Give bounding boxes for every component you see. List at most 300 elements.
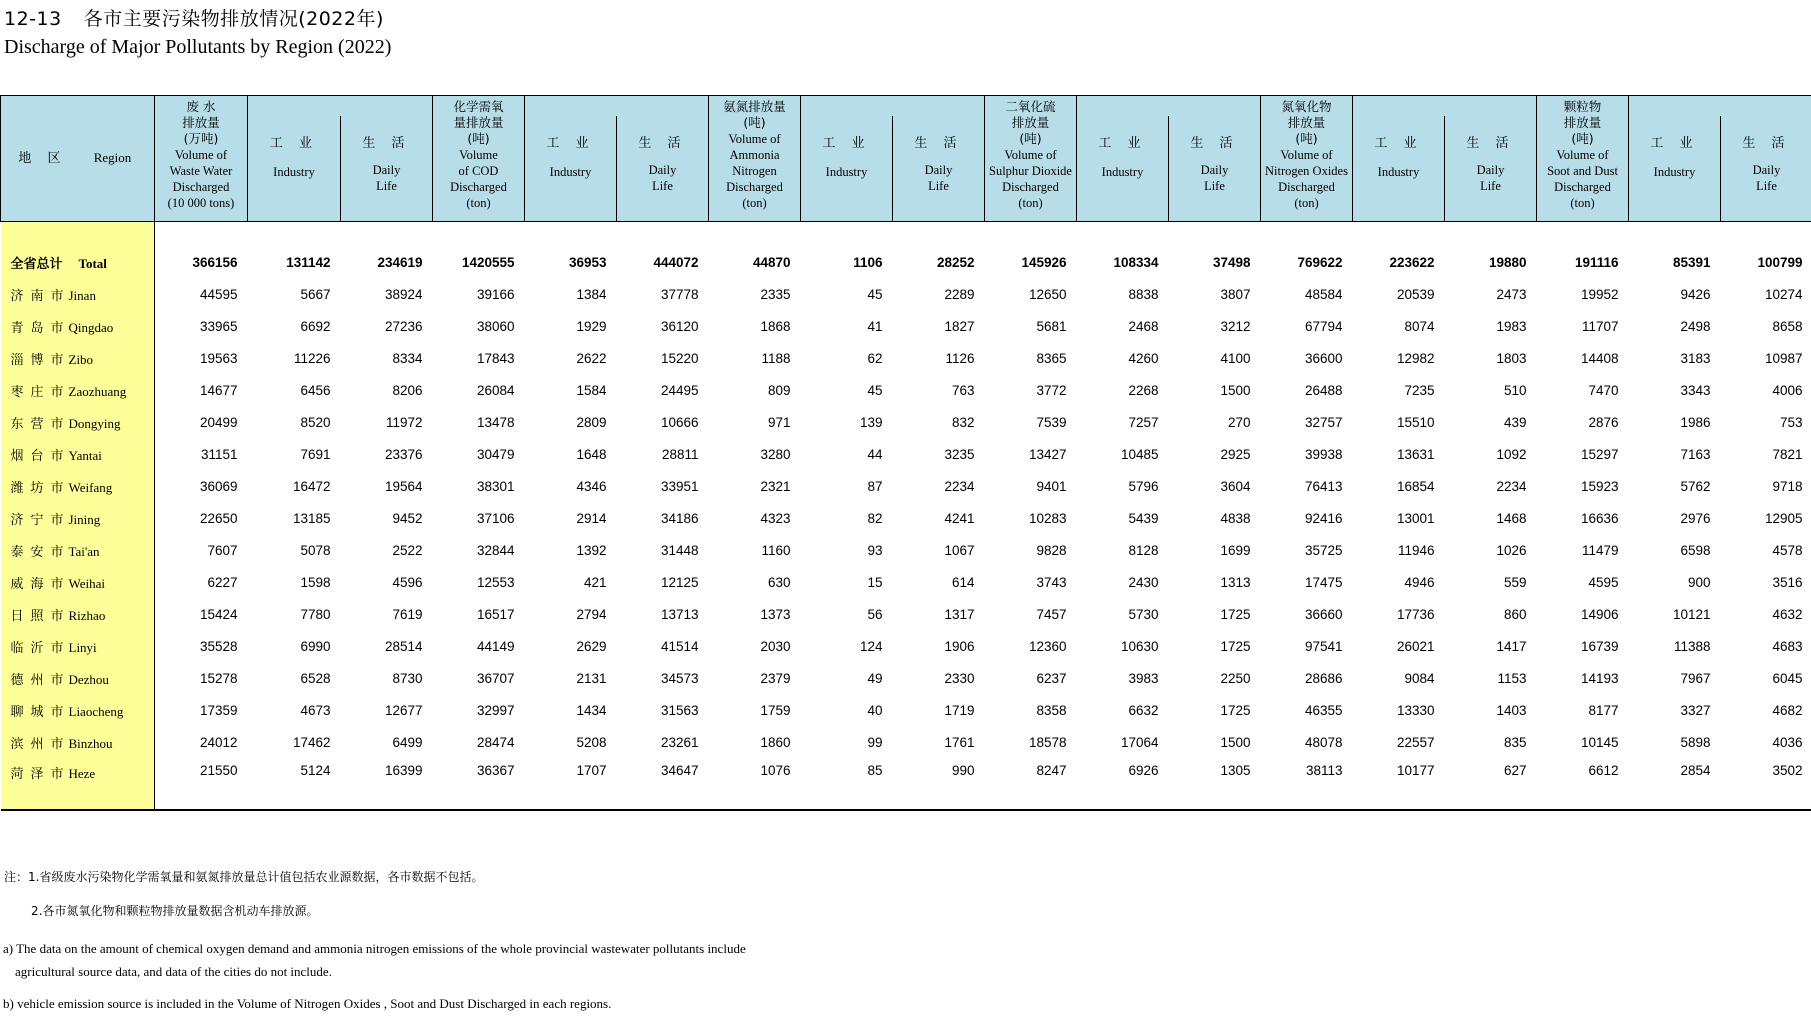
region-name-cn: 全省总计 xyxy=(10,256,63,272)
value-cell: 85391 xyxy=(1672,254,1711,270)
value-cell: 33951 xyxy=(660,478,699,494)
value-cell: 1384 xyxy=(576,286,607,302)
daily-life-header-en: Daily xyxy=(372,163,401,177)
group-header-line: Discharged xyxy=(1002,180,1059,194)
value-cell: 9828 xyxy=(1036,542,1067,558)
region-name-cn: 济宁市 xyxy=(10,512,71,528)
value-cell: 2030 xyxy=(760,638,791,654)
value-cell: 13330 xyxy=(1396,702,1435,718)
value-cell: 62 xyxy=(867,350,883,366)
industry-header-en: Industry xyxy=(1101,165,1144,179)
value-cell: 15220 xyxy=(660,350,699,366)
value-cell: 38113 xyxy=(1305,763,1343,778)
value-cell: 124 xyxy=(859,638,883,654)
value-cell: 4595 xyxy=(1588,574,1619,590)
value-cell: 763 xyxy=(951,382,975,398)
wastewater-group-top xyxy=(248,96,433,117)
region-name-en: Dongying xyxy=(68,415,121,431)
value-cell: 13001 xyxy=(1396,510,1435,526)
daily-life-header-en: Life xyxy=(928,179,949,193)
value-cell: 31448 xyxy=(660,542,699,558)
industry-header-cn: 工 业 xyxy=(546,136,595,151)
value-cell: 17843 xyxy=(476,350,515,366)
value-cell: 49 xyxy=(867,670,883,686)
group-header-cn: 氨氮排放量 xyxy=(723,99,786,114)
value-cell: 93 xyxy=(867,542,883,558)
group-header-cn: 二氧化硫 xyxy=(1005,99,1056,114)
value-cell: 5208 xyxy=(576,734,607,750)
region-cell xyxy=(1,222,155,247)
value-cell: 2914 xyxy=(576,510,607,526)
value-cell: 9084 xyxy=(1404,670,1435,686)
value-cell: 2268 xyxy=(1128,382,1159,398)
value-cell: 5796 xyxy=(1128,478,1159,494)
value-cell: 8074 xyxy=(1404,318,1435,334)
value-cell: 17359 xyxy=(199,702,238,718)
group-header-cn: 化学需氧 xyxy=(453,99,504,114)
value-cell: 38301 xyxy=(476,478,515,494)
daily-life-header-en: Daily xyxy=(1200,163,1229,177)
region-cell xyxy=(1,470,155,502)
table-row xyxy=(1,342,1811,374)
value-cell: 13427 xyxy=(1028,446,1067,462)
value-cell: 97541 xyxy=(1304,638,1343,654)
value-cell: 3743 xyxy=(1036,574,1067,590)
value-cell: 56 xyxy=(867,606,883,622)
value-cell: 131142 xyxy=(286,254,331,270)
table-number: 12-13 xyxy=(4,8,62,30)
value-cell: 15278 xyxy=(199,670,238,686)
value-cell: 10630 xyxy=(1120,638,1159,654)
value-cell: 17475 xyxy=(1304,574,1343,590)
region-name-en: Weifang xyxy=(68,479,113,495)
group-header-line: Discharged xyxy=(1278,180,1335,194)
region-name-cn: 威海市 xyxy=(10,576,71,592)
value-cell: 4946 xyxy=(1404,574,1435,590)
group-header-line: 排放量 xyxy=(1563,115,1602,130)
value-cell: 32844 xyxy=(476,542,515,558)
value-cell: 8658 xyxy=(1772,318,1803,334)
value-cell: 23376 xyxy=(384,446,423,462)
value-cell: 31563 xyxy=(660,702,699,718)
value-cell: 82 xyxy=(867,510,883,526)
region-cell xyxy=(1,374,155,406)
region-cell xyxy=(1,630,155,662)
value-cell: 860 xyxy=(1503,606,1527,622)
value-cell: 44595 xyxy=(199,286,238,302)
value-cell: 4632 xyxy=(1772,606,1803,622)
value-cell: 1392 xyxy=(576,542,607,558)
value-cell: 17064 xyxy=(1120,734,1159,750)
value-cell: 7457 xyxy=(1036,606,1067,622)
value-cell: 5124 xyxy=(300,763,331,778)
daily-life-header-en: Daily xyxy=(648,163,677,177)
industry-header-en: Industry xyxy=(825,165,868,179)
value-cell: 1707 xyxy=(576,763,607,778)
value-cell: 439 xyxy=(1503,414,1527,430)
value-cell: 4578 xyxy=(1772,542,1803,558)
region-name-en: Zibo xyxy=(68,351,94,367)
table-title-cn-text: 各市主要污染物排放情况(2022年) xyxy=(83,8,384,30)
value-cell: 28474 xyxy=(476,734,515,750)
value-cell: 2876 xyxy=(1588,414,1619,430)
value-cell: 7821 xyxy=(1772,446,1803,462)
group-header-line: Discharged xyxy=(726,180,783,194)
group-header-line: 排放量 xyxy=(1011,115,1050,130)
value-cell: 6632 xyxy=(1128,702,1159,718)
daily-life-column-header xyxy=(893,116,985,222)
value-cell: 23261 xyxy=(660,734,699,750)
value-cell: 19952 xyxy=(1580,286,1619,302)
spacer-cell xyxy=(1445,222,1537,247)
value-cell: 223622 xyxy=(1389,254,1435,270)
value-cell: 28811 xyxy=(661,446,699,462)
value-cell: 27236 xyxy=(384,318,423,334)
note-en-a-line1: a) The data on the amount of chemical oxygen demand and ammonia nitrogen emissions of the whole provincial wastewater pollutants include xyxy=(3,941,746,956)
spacer-cell xyxy=(1261,222,1353,247)
value-cell: 7780 xyxy=(300,606,331,622)
value-cell: 1648 xyxy=(576,446,607,462)
value-cell: 4241 xyxy=(944,510,975,526)
group-header-line: Volume of xyxy=(1004,148,1057,162)
value-cell: 36707 xyxy=(476,670,515,686)
value-cell: 92416 xyxy=(1304,510,1343,526)
value-cell: 421 xyxy=(583,574,607,590)
wastewater-total-header xyxy=(155,96,248,222)
region-name-cn: 青岛市 xyxy=(10,320,71,336)
value-cell: 614 xyxy=(951,574,975,590)
value-cell: 16739 xyxy=(1580,638,1619,654)
value-cell: 5439 xyxy=(1128,510,1159,526)
dust-total-header xyxy=(1537,96,1629,222)
value-cell: 21550 xyxy=(199,763,238,778)
value-cell: 15424 xyxy=(199,606,238,622)
value-cell: 22557 xyxy=(1396,734,1435,750)
value-cell: 2321 xyxy=(760,478,791,494)
value-cell: 366156 xyxy=(192,254,238,270)
value-cell: 9401 xyxy=(1036,478,1067,494)
group-header-line: of COD xyxy=(458,164,499,178)
value-cell: 35725 xyxy=(1304,542,1343,558)
value-cell: 4006 xyxy=(1772,382,1803,398)
group-header-line: 排放量 xyxy=(182,115,220,130)
value-cell: 1868 xyxy=(760,318,791,334)
daily-life-header-cn: 生 活 xyxy=(638,136,687,151)
value-cell: 3807 xyxy=(1220,286,1251,302)
region-cell xyxy=(1,246,155,278)
value-cell: 16399 xyxy=(384,763,423,778)
region-header-cn: 地 区 xyxy=(18,151,67,166)
value-cell: 16517 xyxy=(476,606,515,622)
spacer-cell xyxy=(155,222,248,247)
value-cell: 1725 xyxy=(1220,638,1251,654)
value-cell: 7619 xyxy=(392,606,423,622)
value-cell: 32997 xyxy=(476,702,515,718)
value-cell: 1092 xyxy=(1496,446,1527,462)
value-cell: 7539 xyxy=(1036,414,1067,430)
value-cell: 16854 xyxy=(1396,478,1435,494)
industry-column-header xyxy=(525,116,617,222)
value-cell: 14906 xyxy=(1580,606,1619,622)
table-row xyxy=(1,598,1811,630)
dust-group-top xyxy=(1629,96,1811,117)
region-cell xyxy=(1,726,155,758)
value-cell: 510 xyxy=(1503,382,1527,398)
region-cell xyxy=(1,342,155,374)
value-cell: 76413 xyxy=(1304,478,1343,494)
group-header-line: (ton) xyxy=(466,196,491,210)
table-row xyxy=(1,662,1811,694)
value-cell: 20539 xyxy=(1396,286,1435,302)
value-cell: 1126 xyxy=(945,350,975,366)
value-cell: 1403 xyxy=(1496,702,1527,718)
value-cell: 5762 xyxy=(1680,478,1711,494)
value-cell: 41514 xyxy=(660,638,699,654)
value-cell: 26021 xyxy=(1396,638,1435,654)
region-name-en: Yantai xyxy=(68,447,102,463)
region-cell xyxy=(1,662,155,694)
group-header-line: Discharged xyxy=(1554,180,1611,194)
group-header-line: (万吨) xyxy=(183,131,219,146)
value-cell: 2234 xyxy=(1496,478,1527,494)
value-cell: 234619 xyxy=(377,254,423,270)
value-cell: 17736 xyxy=(1396,606,1435,622)
daily-life-column-header xyxy=(1169,116,1261,222)
value-cell: 44 xyxy=(867,446,883,462)
table-header xyxy=(1,96,1811,222)
value-cell: 3235 xyxy=(944,446,975,462)
value-cell: 4036 xyxy=(1772,734,1803,750)
value-cell: 2250 xyxy=(1220,670,1251,686)
value-cell: 832 xyxy=(951,414,975,430)
region-name-cn: 潍坊市 xyxy=(10,480,71,496)
region-name-en: Rizhao xyxy=(68,607,106,623)
value-cell: 7691 xyxy=(300,446,331,462)
group-header-line: Volume of xyxy=(728,132,781,146)
region-name-en: Weihai xyxy=(68,575,105,591)
value-cell: 6499 xyxy=(392,734,423,750)
industry-column-header xyxy=(801,116,893,222)
group-header-line: (吨) xyxy=(1295,131,1318,146)
value-cell: 2629 xyxy=(576,638,607,654)
value-cell: 1468 xyxy=(1496,510,1527,526)
value-cell: 8247 xyxy=(1036,763,1067,778)
value-cell: 100799 xyxy=(1757,254,1803,270)
value-cell: 4838 xyxy=(1220,510,1251,526)
table-body xyxy=(1,222,1811,811)
value-cell: 45 xyxy=(867,286,883,302)
value-cell: 15510 xyxy=(1396,414,1435,430)
industry-header-cn: 工 业 xyxy=(269,136,319,151)
value-cell: 1860 xyxy=(760,734,791,750)
value-cell: 1699 xyxy=(1220,542,1251,558)
group-header-line: (ton) xyxy=(1570,196,1595,210)
group-header-line: (ton) xyxy=(1294,196,1319,210)
value-cell: 6926 xyxy=(1128,763,1159,778)
value-cell: 36600 xyxy=(1304,350,1343,366)
industry-header-cn: 工 业 xyxy=(1650,136,1699,151)
pollutant-table-container xyxy=(0,95,1811,811)
value-cell: 13478 xyxy=(476,414,515,430)
value-cell: 85 xyxy=(867,763,883,778)
region-cell xyxy=(1,758,155,810)
value-cell: 14677 xyxy=(199,382,238,398)
value-cell: 1188 xyxy=(761,350,791,366)
value-cell: 2234 xyxy=(944,478,975,494)
value-cell: 10485 xyxy=(1120,446,1159,462)
value-cell: 7967 xyxy=(1680,670,1711,686)
region-header-en: Region xyxy=(93,150,132,165)
value-cell: 1827 xyxy=(944,318,975,334)
group-header-cn: 氮氧化物 xyxy=(1281,99,1332,114)
value-cell: 990 xyxy=(951,763,975,778)
value-cell: 4100 xyxy=(1220,350,1251,366)
value-cell: 5667 xyxy=(300,286,331,302)
value-cell: 2925 xyxy=(1220,446,1251,462)
table-row xyxy=(1,694,1811,726)
pollutant-table xyxy=(0,95,1811,811)
value-cell: 2289 xyxy=(944,286,975,302)
daily-life-header-en: Life xyxy=(376,179,397,193)
table-row xyxy=(1,534,1811,566)
value-cell: 1719 xyxy=(944,702,975,718)
value-cell: 36120 xyxy=(660,318,699,334)
value-cell: 4683 xyxy=(1772,638,1803,654)
group-header-line: Volume xyxy=(459,148,498,162)
value-cell: 5898 xyxy=(1680,734,1711,750)
value-cell: 10145 xyxy=(1580,734,1619,750)
value-cell: 1929 xyxy=(576,318,607,334)
value-cell: 1584 xyxy=(576,382,607,398)
daily-life-column-header xyxy=(1721,116,1811,222)
value-cell: 444072 xyxy=(653,254,699,270)
region-name-en: Liaocheng xyxy=(68,703,124,719)
value-cell: 5730 xyxy=(1128,606,1159,622)
value-cell: 22650 xyxy=(199,510,238,526)
daily-life-header-en: Life xyxy=(1756,179,1777,193)
region-name-cn: 济南市 xyxy=(10,288,71,304)
value-cell: 139 xyxy=(859,414,883,430)
value-cell: 2335 xyxy=(760,286,791,302)
value-cell: 37106 xyxy=(476,510,515,526)
group-header-line: Waste Water xyxy=(169,164,233,178)
value-cell: 6598 xyxy=(1680,542,1711,558)
region-cell xyxy=(1,502,155,534)
value-cell: 7470 xyxy=(1588,382,1619,398)
value-cell: 1759 xyxy=(760,702,791,718)
value-cell: 20499 xyxy=(199,414,238,430)
group-header-line: Nitrogen xyxy=(732,164,777,178)
group-header-line: (吨) xyxy=(743,115,766,130)
region-cell xyxy=(1,566,155,598)
value-cell: 8334 xyxy=(392,350,423,366)
value-cell: 6528 xyxy=(300,670,331,686)
value-cell: 2473 xyxy=(1496,286,1527,302)
value-cell: 17462 xyxy=(292,734,331,750)
note-en-b: b) vehicle emission source is included in the Volume of Nitrogen Oxides , Soot and Dust Discharged in each regions. xyxy=(3,996,612,1011)
value-cell: 1500 xyxy=(1220,382,1251,398)
value-cell: 41 xyxy=(867,318,883,334)
value-cell: 1725 xyxy=(1220,606,1251,622)
value-cell: 2976 xyxy=(1680,510,1711,526)
value-cell: 48584 xyxy=(1304,286,1343,302)
group-header-line: 排放量 xyxy=(1287,115,1326,130)
value-cell: 1026 xyxy=(1496,542,1527,558)
value-cell: 108334 xyxy=(1113,254,1159,270)
daily-life-column-header xyxy=(617,116,709,222)
region-name-cn: 枣庄市 xyxy=(10,384,71,400)
value-cell: 3343 xyxy=(1680,382,1711,398)
value-cell: 1761 xyxy=(944,734,975,750)
value-cell: 8358 xyxy=(1036,702,1067,718)
value-cell: 769622 xyxy=(1297,254,1343,270)
value-cell: 8128 xyxy=(1128,542,1159,558)
value-cell: 19880 xyxy=(1488,254,1527,270)
value-cell: 900 xyxy=(1687,574,1711,590)
value-cell: 3280 xyxy=(760,446,791,462)
group-header-line: Volume of xyxy=(1280,148,1333,162)
value-cell: 1313 xyxy=(1220,574,1251,590)
value-cell: 37778 xyxy=(660,286,699,302)
note-cn-1: 注：1.省级废水污染物化学需氧量和氨氮排放量总计值包括农业源数据，各市数据不包括。 xyxy=(4,870,484,884)
group-header-line: 量排放量 xyxy=(453,115,504,130)
value-cell: 12982 xyxy=(1396,350,1435,366)
value-cell: 12905 xyxy=(1764,510,1803,526)
value-cell: 16636 xyxy=(1580,510,1619,526)
value-cell: 36953 xyxy=(568,254,607,270)
table-row xyxy=(1,278,1811,310)
value-cell: 46355 xyxy=(1304,702,1343,718)
value-cell: 559 xyxy=(1503,574,1527,590)
value-cell: 753 xyxy=(1779,414,1803,430)
region-cell xyxy=(1,278,155,310)
value-cell: 32757 xyxy=(1304,414,1343,430)
value-cell: 15 xyxy=(867,574,883,590)
value-cell: 1305 xyxy=(1220,763,1251,778)
value-cell: 1076 xyxy=(760,763,791,778)
value-cell: 6990 xyxy=(300,638,331,654)
value-cell: 3604 xyxy=(1220,478,1251,494)
region-name-cn: 泰安市 xyxy=(10,544,71,560)
note-cn-2: 2.各市氮氧化物和颗粒物排放量数据含机动车排放源。 xyxy=(31,904,319,918)
value-cell: 1803 xyxy=(1496,350,1527,366)
nox-total-header xyxy=(1261,96,1353,222)
so2-group-top xyxy=(1077,96,1261,117)
region-name-cn: 临沂市 xyxy=(10,640,71,656)
daily-life-header-en: Daily xyxy=(1476,163,1505,177)
value-cell: 1417 xyxy=(1496,638,1527,654)
region-name-cn: 东营市 xyxy=(10,416,71,432)
industry-column-header xyxy=(1629,116,1721,222)
spacer-cell xyxy=(1721,222,1811,247)
region-name-en: Linyi xyxy=(68,639,97,655)
value-cell: 36367 xyxy=(476,763,515,778)
value-cell: 8177 xyxy=(1588,702,1619,718)
value-cell: 12360 xyxy=(1028,638,1067,654)
value-cell: 48078 xyxy=(1304,734,1343,750)
group-header-line: Volume of xyxy=(1556,148,1609,162)
value-cell: 24012 xyxy=(199,734,238,750)
table-row xyxy=(1,438,1811,470)
spacer-cell xyxy=(893,222,985,247)
region-name-cn: 烟台市 xyxy=(10,448,71,464)
region-name-en: Total xyxy=(78,255,107,271)
value-cell: 191116 xyxy=(1574,254,1619,270)
value-cell: 39938 xyxy=(1304,446,1343,462)
value-cell: 3502 xyxy=(1772,763,1803,778)
value-cell: 19563 xyxy=(199,350,238,366)
value-cell: 4260 xyxy=(1128,350,1159,366)
